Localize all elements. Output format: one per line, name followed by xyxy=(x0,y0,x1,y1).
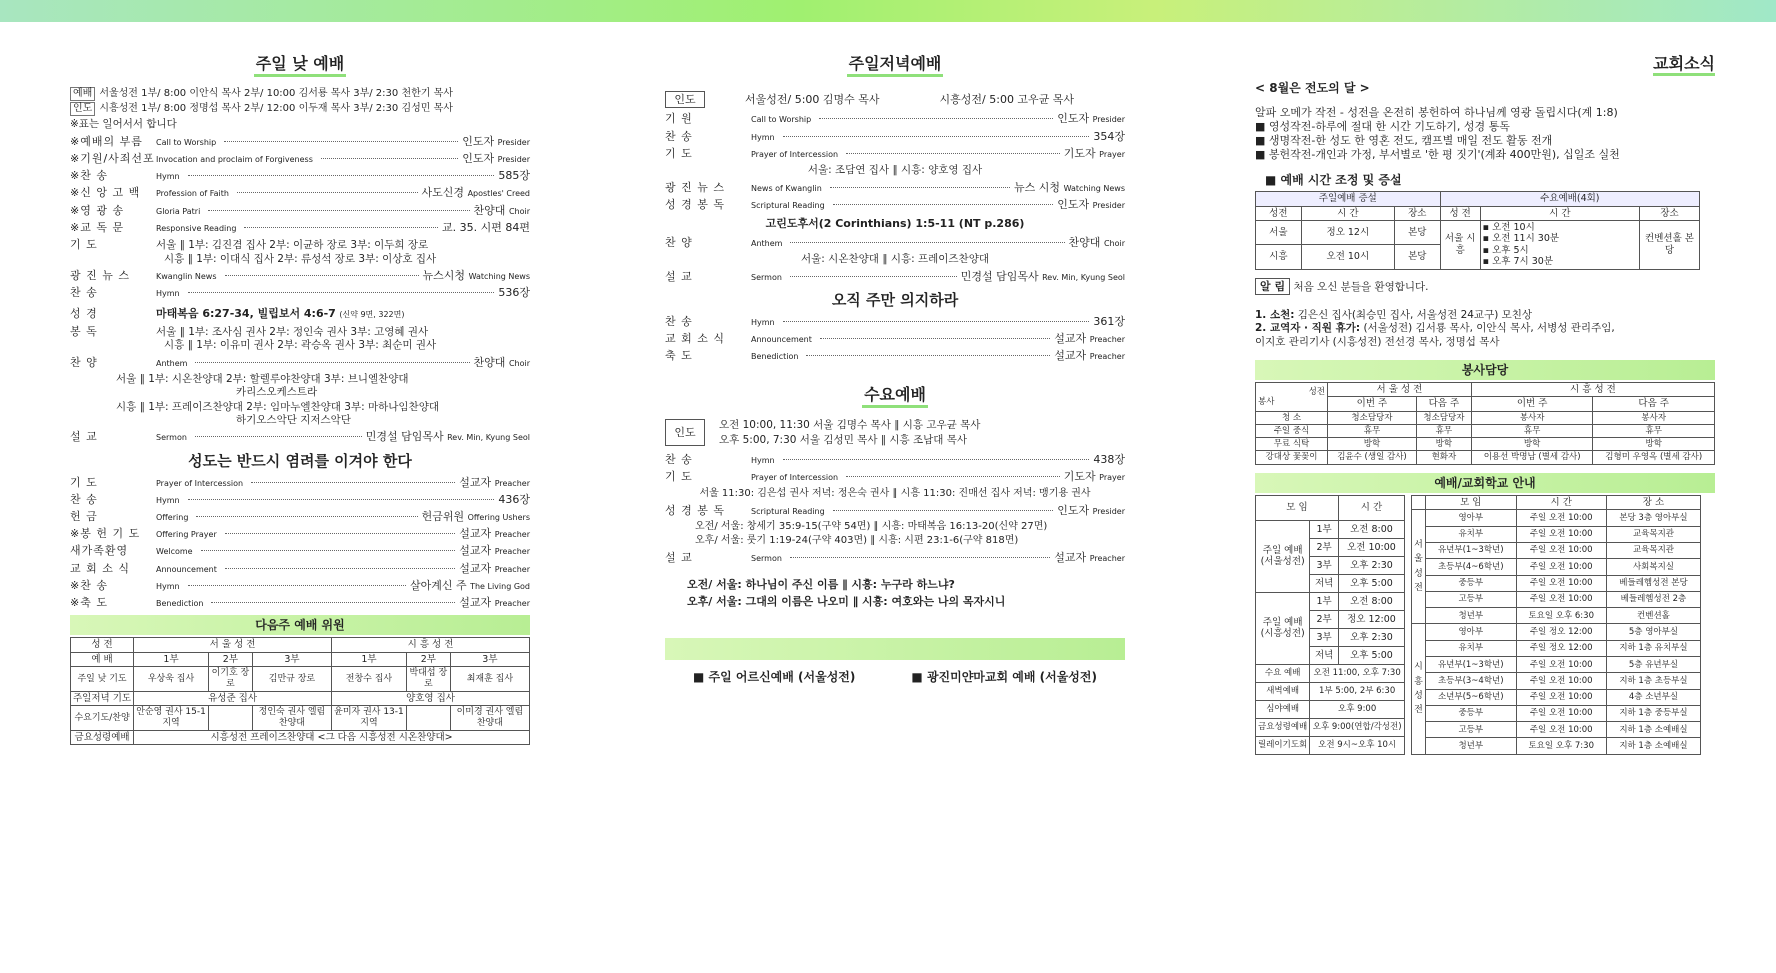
wed-title-2: 오후/ 서울: 그대의 이름은 나오미 ∥ 시흥: 여호와는 나의 목자시니 xyxy=(687,595,1006,609)
edu-right-table: 모 임 시 간 장 소 서울성전 영아부 주일 오전 10:00 본당 3층 영아부실 유치부 주일 오전 10:00 교육목지관 유년부(1~3학년) 주일 오전 10:00 교육목지관 초등부(4~6학년) 주일 오전 10:00 사회복지실 중등부 주일 오전 10:00 베들레헴성전 본당 고등부 주일 오전 10:00 베들레헴성전 2층 청년부 토요일 오후 6:30 컨벤션홀 시흥성전 영아부 주일 정오 12:00 5층 영아부실 유치부 주일 정오 12:00 지하 1층 유치부실 유년부(1~3학년) 주일 오전 10:00 5층 유년부실 초등부(3~4학년) 주일 오전 10:00 지하 1층 초등부실 소년부(5~6학년) 주일 오전 10:00 4층 소년부실 중등부 주일 오전 10:00 지하 1층 중등부실 고등부 주일 오전 10:00 지하 1층 소예배실 청년부 토요일 오후 7:30 지하 1층 소예배실 xyxy=(1411,495,1701,755)
table-row: 주일저녁 기도 유성준 집사 양호영 집사 xyxy=(71,691,530,705)
table-row: 수요기도/찬양 안순영 권사 15-1지역 정인숙 권사 엘림찬양대 윤미자 권사 13-1지역 이미경 권사 엘림찬양대 xyxy=(71,706,530,731)
top-gradient-bar xyxy=(0,0,1776,22)
section-title: 주일저녁예배 xyxy=(665,54,1125,77)
order-row: 광 진 뉴 스 Kwanglin News 뉴스시청 Watching News xyxy=(70,269,530,283)
order-row: 기 도 Prayer of Intercession 설교자 Preacher xyxy=(70,475,530,489)
table-row: 유년부(1~3학년) 주일 오전 10:00 교육목지관 xyxy=(1412,542,1701,558)
edu-tables xyxy=(1255,495,1715,755)
table-row: 새벽예배 1부 5:00, 2부 6:30 xyxy=(1256,682,1405,700)
table-row: 고등부 주일 오전 10:00 베들레헴성전 2층 xyxy=(1412,591,1701,607)
order-row: 찬 양 Anthem 찬양대 Choir xyxy=(70,355,530,369)
schedule-title: ■ 예배 시간 조정 및 증설 xyxy=(1265,172,1402,187)
table-row: 저녁 오후 5:00 xyxy=(1256,574,1405,592)
prayer-sub: 서울: 조담연 집사 ∥ 시흥: 양호영 집사 xyxy=(807,163,983,176)
anthem-sub: 서울: 시온찬양대 ∥ 시흥: 프레이즈찬양대 xyxy=(801,253,989,266)
wed-lead: 인도 오전 10:00, 11:30 서울 김명수 목사 ∥ 시흥 고우균 목사 오후 5:00, 7:30 서울 김성민 목사 ∥ 시흥 조남대 목사 xyxy=(665,418,1125,447)
bottom-items: ■ 주일 어르신예배 (서울성전) ■ 광진미얀마교회 예배 (서울성전) xyxy=(693,670,1097,685)
order-row: 새가족환영 Welcome 설교자 Preacher xyxy=(70,544,530,558)
standing-note: ※표는 일어서서 합니다 xyxy=(70,118,177,131)
reading-row: 봉 독 서울 ∥ 1부: 조사심 권사 2부: 정인숙 권사 3부: 고영혜 권사 xyxy=(70,324,429,338)
wed-scripture-2: 오후/ 서울: 룻기 1:19-24(구약 403면) ∥ 시흥: 시편 23:1-6(구약 818면) xyxy=(695,534,1019,546)
order-row: 기 도 Prayer of Intercession 기도자 Prayer xyxy=(665,146,1125,160)
order-row: 기 원 Call to Worship 인도자 Presider xyxy=(665,112,1125,126)
prayer-line2: 시흥 ∥ 1부: 이대식 집사 2부: 류성석 장로 3부: 이상호 집사 xyxy=(164,252,437,265)
scripture-row: 성 경 마태복음 6:27-34, 빌립보서 4:6-7 (신약 9면, 322면) xyxy=(70,307,405,321)
table-row: 3부 오후 2:30 xyxy=(1256,628,1405,646)
order-row: 찬 송 Hymn 436장 xyxy=(70,492,530,506)
theme-notes: 알파 오메가 작전 - 성전을 온전히 봉헌하여 하나님께 영광 돌립시다(계 1:8) ■ 영성작전-하루에 절대 한 시간 기도하기, 성경 통독 ■ 생명작전-한 성도 한 영혼 전도, 캠프별 매일 전도 활동 전개 ■ 봉헌작전-개인과 가정, 부서별로 '한 평 짓기'(계좌 400만원), 십일조 실천 xyxy=(1255,105,1620,162)
order-row: ※찬 송 Hymn 585장 xyxy=(70,169,530,183)
table-row: 릴레이기도회 오전 9시~오후 10시 xyxy=(1256,736,1405,754)
order-row: ※축 도 Benediction 설교자 Preacher xyxy=(70,595,530,609)
table-row: 고등부 주일 오전 10:00 지하 1층 소예배실 xyxy=(1412,722,1701,738)
table-row: 강대상 꽃꽂이 김윤수 (생일 감사) 현화자 이용선 박명남 (별세 감사) 김형미 우영옥 (별세 감사) xyxy=(1256,451,1715,464)
order-row: 교 회 소 식 Announcement 설교자 Preacher xyxy=(665,332,1125,346)
order-row: ※기원/사죄선포 Invocation and proclaim of Forgiveness 인도자 Presider xyxy=(70,151,530,165)
table-row: 심야예배 오후 9:00 xyxy=(1256,700,1405,718)
choir-list xyxy=(70,373,530,426)
table-row: 2부 정오 12:00 xyxy=(1256,610,1405,628)
lead-row: 인도 서울성전/ 5:00 김명수 목사 시흥성전/ 5:00 고우균 목사 xyxy=(665,91,1125,108)
prayer-row: 기 도 서울 ∥ 1부: 김진겸 집사 2부: 이균하 장로 3부: 이두희 장로 xyxy=(70,237,429,251)
service-title: 봉사담당 xyxy=(1255,360,1715,380)
order-row: 설 교 Sermon 민경설 담임목사 Rev. Min, Kyung Seol xyxy=(665,269,1125,283)
sunday-morning-column xyxy=(70,40,530,745)
service-table: 성전 봉사 서 울 성 전 시 흥 성 전 이번 주 다음 주 이번 주 다음 주 청 소 청소담당자 청소담당자 봉사자 봉사자 주일 중식 휴무 휴무 휴무 휴무 무료 식탁 방학 방학 방학 방학 강대상 꽃꽂이 김윤수 (생일 감사) 현화자 이용선 박명남 (별세 감사) 김형미 우영옥 (별세 감사) xyxy=(1255,382,1715,465)
table-row: 주일 예배 (시흥성전) 1부 오전 8:00 xyxy=(1256,592,1405,610)
edu-left-table: 모 임 시 간 주일 예배 (서울성전) 1부 오전 8:00 2부 오전 10:00 3부 오후 2:30 저녁 오후 5:00 주일 예배 (시흥성전) 1부 오전 8:00 2부 정오 12:00 3부 오후 2:30 저녁 오후 5:00 수요 예배 오전 11:00, 오후 7:30 새벽예배 1부 5:00, 2부 6:30 심야예배 오후 9:00 금요성령예배 오후 9:00(연합/각성전) 릴레이기도회 오전 9시~오후 10시 xyxy=(1255,495,1405,755)
table-row: 2부 오전 10:00 xyxy=(1256,538,1405,556)
order-row: ※봉 헌 기 도 Offering Prayer 설교자 Preacher xyxy=(70,527,530,541)
section-title: 주일 낮 예배 xyxy=(70,54,530,77)
table-row: 저녁 오후 5:00 xyxy=(1256,646,1405,664)
table-row: 주일 예배 (서울성전) 1부 오전 8:00 xyxy=(1256,520,1405,538)
order-row: ※찬 송 Hymn 살아계신 주 The Living God xyxy=(70,578,530,592)
wed-title-1: 오전/ 서울: 하나님이 주신 이름 ∥ 시흥: 누구라 하느냐? xyxy=(687,577,955,591)
order-row: 찬 송 Hymn 354장 xyxy=(665,129,1125,143)
table-row: 유치부 주일 오전 10:00 교육목지관 xyxy=(1412,526,1701,542)
order-row: 설 교 Sermon 설교자 Preacher xyxy=(665,550,1125,564)
order-row: 찬 송 Hymn 438장 xyxy=(665,453,1125,467)
table-row: 청년부 토요일 오후 6:30 컨벤션홀 xyxy=(1412,608,1701,624)
order-row: 광 진 뉴 스 News of Kwanglin 뉴스 시청 Watching News xyxy=(665,180,1125,194)
order-row: 찬 양 Anthem 찬양대 Choir xyxy=(665,236,1125,250)
wed-title: 수요예배 xyxy=(665,385,1125,408)
table-row: 수요 예배 오전 11:00, 오후 7:30 xyxy=(1256,664,1405,682)
church-news-column xyxy=(1255,40,1715,755)
worship-time-row: 예배 서울성전 1부/ 8:00 이안식 목사 2부/ 10:00 김서룡 목사 3부/ 2:30 천한기 목사 xyxy=(70,87,530,101)
order-row: ※예배의 부름 Call to Worship 인도자 Presider xyxy=(70,134,530,148)
table-row: 금요성령예배 오후 9:00(연합/각성전) xyxy=(1256,718,1405,736)
next-week-table: 성 전 서 울 성 전 시 흥 성 전 예 배 1부 2부 3부 1부 2부 3부 주일 낮 기도 우상욱 집사 이기호 장로 김만규 장로 전창수 집사 박대섭 장로 최재훈 집사 주일저녁 기도 유성준 집사 양호영 집사 수요기도/찬양 안순영 권사 15-1지역 정인숙 권사 엘림찬양대 윤미자 권사 13-1지역 이미경 권사 엘림찬양대 금요성령예배 시흥성전 프레이즈찬양대 <그 다음 시흥성전 시온찬양대> xyxy=(70,637,530,745)
month-theme: < 8월은 전도의 달 > xyxy=(1255,81,1370,96)
order-row: 성 경 봉 독 Scriptural Reading 인도자 Presider xyxy=(665,503,1125,517)
table-row: 중등부 주일 오전 10:00 지하 1층 중등부실 xyxy=(1412,705,1701,721)
schedule-table: 주일예배 증설 수요예배(4회) 성전 시 간 장소 성 전 시 간 장소 서울 정오 12시 본당 서울 시흥 ▪ 오전 10시 ▪ 오전 11시 30분 ▪ 오후 5시 ▪ 오후 7시 30분 컨벤션홀 본당 시흥 오전 10시 본당 xyxy=(1255,191,1700,269)
scripture: 고린도후서(2 Corinthians) 1:5-11 (NT p.286) xyxy=(765,216,1025,230)
order-row: 헌 금 Offering 헌금위원 Offering Ushers xyxy=(70,509,530,523)
table-row: 초등부(4~6학년) 주일 오전 10:00 사회복지실 xyxy=(1412,559,1701,575)
reading-line2: 시흥 ∥ 1부: 이유미 권사 2부: 곽승옥 권사 3부: 최순미 권사 xyxy=(164,339,437,352)
order-row: 기 도 Prayer of Intercession 기도자 Prayer xyxy=(665,470,1125,484)
table-row: 유년부(1~3학년) 주일 오전 10:00 5층 유년부실 xyxy=(1412,656,1701,672)
table-row: 초등부(3~4학년) 주일 오전 10:00 지하 1층 초등부실 xyxy=(1412,673,1701,689)
table-row: 청년부 토요일 오후 7:30 지하 1층 소예배실 xyxy=(1412,738,1701,754)
order-row: 찬 송 Hymn 361장 xyxy=(665,315,1125,329)
order-row: 찬 송 Hymn 536장 xyxy=(70,286,530,300)
wed-scripture-1: 오전/ 서울: 창세기 35:9-15(구약 54면) ∥ 시흥: 마태복음 16:13-20(신약 27면) xyxy=(695,520,1048,532)
sermon-title: 성도는 반드시 염려를 이겨야 한다 xyxy=(188,451,412,470)
welcome-row: 알 림 처음 오신 분들을 환영합니다. xyxy=(1255,278,1715,295)
order-row: 교 회 소 식 Announcement 설교자 Preacher xyxy=(70,561,530,575)
sermon-title: 오직 주만 의지하라 xyxy=(831,291,959,310)
choir-entry: 시흥 ∥ 1부: 프레이즈찬양대 2부: 임마누엘찬양대 3부: 마하나임찬양대 하기오스악단 지저스악단 xyxy=(116,401,439,426)
table-row: 소년부(5~6학년) 주일 오전 10:00 4층 소년부실 xyxy=(1412,689,1701,705)
order-row: 설 교 Sermon 민경설 담임목사 Rev. Min, Kyung Seol xyxy=(70,430,530,444)
table-row: 유치부 주일 정오 12:00 지하 1층 유치부실 xyxy=(1412,640,1701,656)
sunday-evening-column xyxy=(665,40,1125,685)
order-row: ※교 독 문 Responsive Reading 교. 35. 시편 84편 xyxy=(70,220,530,234)
table-row: 무료 식탁 방학 방학 방학 방학 xyxy=(1256,438,1715,451)
section-title: 교회소식 xyxy=(1255,54,1715,73)
order-row: 축 도 Benediction 설교자 Preacher xyxy=(665,349,1125,363)
worship-time-row: 인도 시흥성전 1부/ 8:00 정명섭 목사 2부/ 12:00 이두재 목사 3부/ 2:30 김성민 목사 xyxy=(70,102,530,116)
table-row: 주일 낮 기도 우상욱 집사 이기호 장로 김만규 장로 전창수 집사 박대섭 장로 최재훈 집사 xyxy=(71,667,530,692)
table-row: 3부 오후 2:30 xyxy=(1256,556,1405,574)
green-divider xyxy=(665,638,1125,660)
table-row: 시흥성전 영아부 주일 정오 12:00 5층 영아부실 xyxy=(1412,624,1701,640)
table-row: 금요성령예배 시흥성전 프레이즈찬양대 <그 다음 시흥성전 시온찬양대> xyxy=(71,730,530,744)
table-row: 주일 중식 휴무 휴무 휴무 휴무 xyxy=(1256,424,1715,437)
order-row: ※신 앙 고 백 Profession of Faith 사도신경 Apostles' Creed xyxy=(70,186,530,200)
table-row: 청 소 청소담당자 청소담당자 봉사자 봉사자 xyxy=(1256,411,1715,424)
next-week-title: 다음주 예배 위원 xyxy=(70,615,530,635)
table-row: 서울성전 영아부 주일 오전 10:00 본당 3층 영아부실 xyxy=(1412,510,1701,526)
order-row: 성 경 봉 독 Scriptural Reading 인도자 Presider xyxy=(665,197,1125,211)
edu-title: 예배/교회학교 안내 xyxy=(1255,473,1715,493)
choir-entry: 서울 ∥ 1부: 시온찬양대 2부: 할렐루야찬양대 3부: 브니엘찬양대 카리스오케스트라 xyxy=(116,373,409,398)
announcements: 1. 소천: 김은신 집사(최승민 집사, 서울성전 24교구) 모친상 2. 교역자 · 직원 휴가: (서울성전) 김서룡 목사, 이안식 목사, 서병성 관리주임, 이지호 관리기사 (시흥성전) 전선경 목사, 정명섭 목사 xyxy=(1255,308,1615,348)
wed-prayer: 서울 11:30: 김은섭 권사 저녁: 정은숙 권사 ∥ 시흥 11:30: 진매선 집사 저녁: 맹기용 권사 xyxy=(699,487,1091,499)
worship-times xyxy=(70,87,530,116)
table-row: 중등부 주일 오전 10:00 베들레헴성전 본당 xyxy=(1412,575,1701,591)
order-row: ※영 광 송 Gloria Patri 찬양대 Choir xyxy=(70,203,530,217)
